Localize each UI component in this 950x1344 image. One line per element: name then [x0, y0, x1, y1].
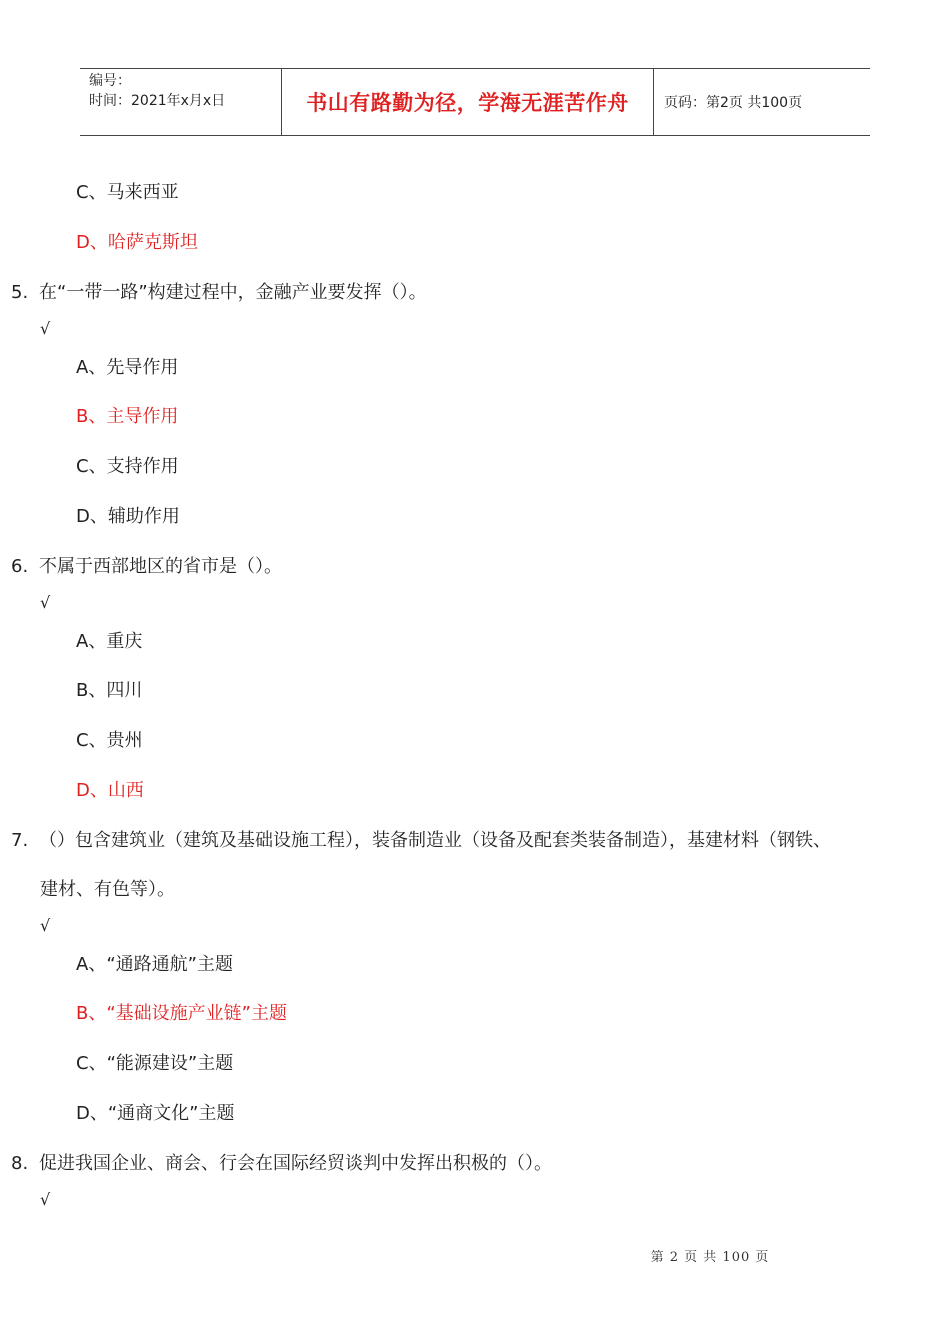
q5-check-mark: √: [40, 319, 51, 338]
q7-option-a: A、“通路通航”主题: [76, 954, 233, 975]
q7-option-d: D、“通商文化”主题: [76, 1103, 235, 1124]
question-text-line-1: （）包含建筑业（建筑及基础设施工程），装备制造业（设备及配套类装备制造），基建材料（钢铁、: [39, 830, 831, 851]
q4-option-d-answer: D、哈萨克斯坦: [76, 232, 198, 253]
header-page-info: 页码：第2页 共100页: [664, 95, 803, 111]
q5-option-b-answer: B、主导作用: [76, 406, 179, 427]
q6-check-mark: √: [40, 593, 51, 612]
question-7-text-line-2: 建材、有色等）。: [40, 879, 175, 900]
question-number: 6.: [11, 556, 29, 577]
question-number: 5.: [11, 282, 29, 303]
q7-option-b-answer: B、“基础设施产业链”主题: [76, 1003, 287, 1024]
question-text: 促进我国企业、商会、行会在国际经贸谈判中发挥出积极的（）。: [39, 1153, 552, 1174]
footer-page-number: 第 2 页 共 100 页: [650, 1250, 770, 1265]
header-motto-cell: [281, 69, 654, 135]
question-number: 7.: [11, 830, 29, 851]
q6-option-c: C、贵州: [76, 730, 143, 751]
q7-option-c: C、“能源建设”主题: [76, 1053, 234, 1074]
question-5: [11, 281, 427, 305]
q4-option-c: C、马来西亚: [76, 182, 179, 203]
header-meta: [80, 69, 281, 135]
question-8: [11, 1152, 552, 1176]
header-time-label: 时间：2021年x月x日: [89, 93, 226, 109]
header-motto: 书山有路勤为径，学海无涯苦作舟: [306, 90, 629, 115]
question-7: [11, 829, 831, 853]
header-number-label: 编号：: [89, 73, 131, 89]
q5-option-d: D、辅助作用: [76, 506, 180, 527]
q6-option-b: B、四川: [76, 680, 143, 701]
q6-option-d-answer: D、山西: [76, 780, 144, 801]
question-text: 在“一带一路”构建过程中，金融产业要发挥（）。: [39, 282, 427, 303]
q5-option-a: A、先导作用: [76, 357, 179, 378]
q5-option-c: C、支持作用: [76, 456, 179, 477]
question-text: 不属于西部地区的省市是（）。: [39, 556, 282, 577]
q8-check-mark: √: [40, 1190, 51, 1209]
q7-check-mark: √: [40, 916, 51, 935]
question-number: 8.: [11, 1153, 29, 1174]
q6-option-a: A、重庆: [76, 631, 143, 652]
question-6: [11, 555, 282, 579]
document-header: [80, 68, 870, 136]
page-footer: [0, 1246, 950, 1265]
